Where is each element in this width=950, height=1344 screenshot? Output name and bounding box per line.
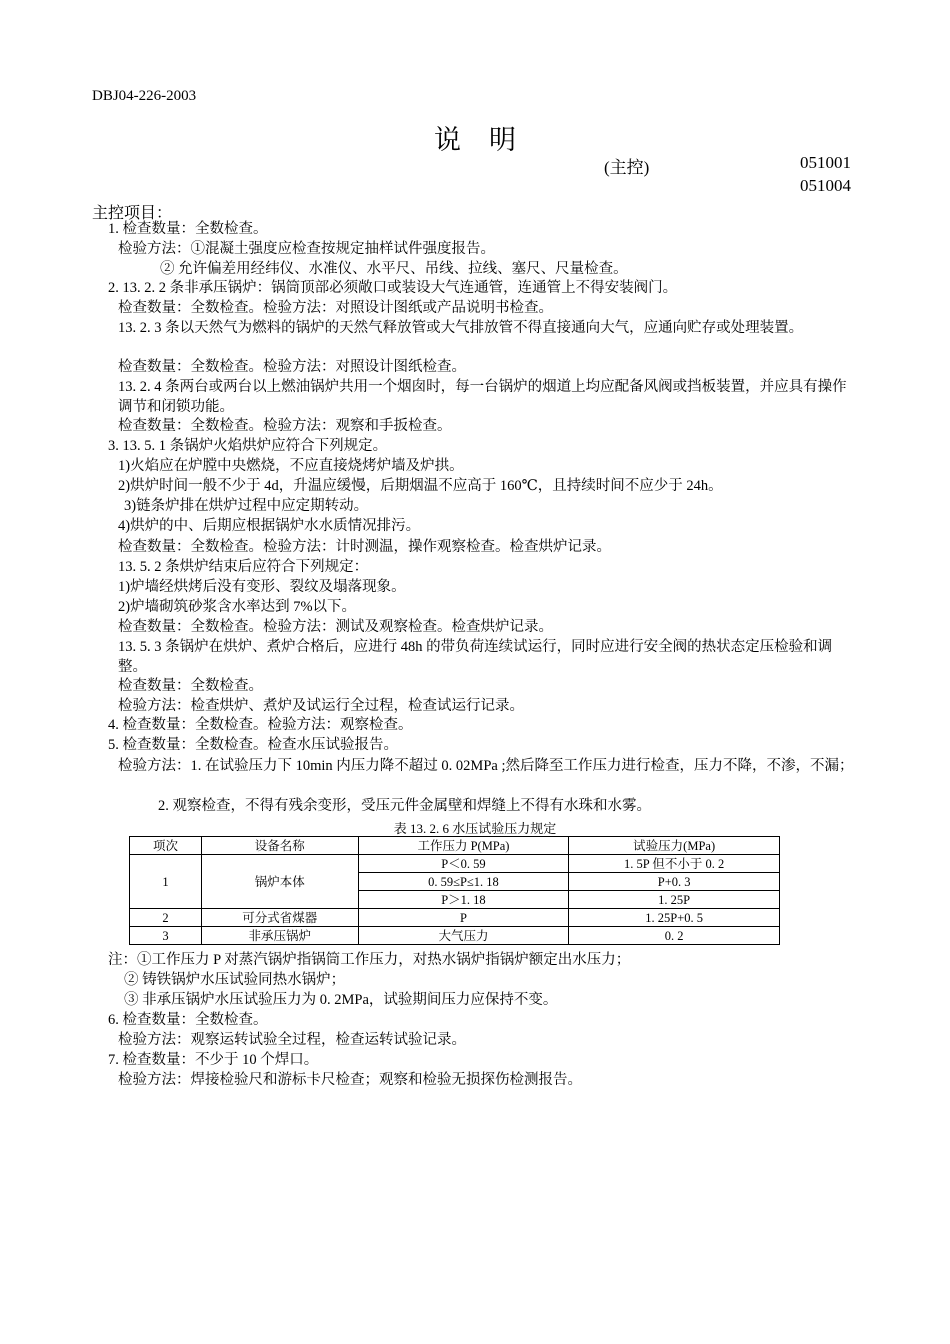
- table-header-row: [130, 837, 780, 855]
- page-title: 说明: [434, 125, 544, 156]
- text-line: 6. 检查数量：全数检查。: [108, 1012, 268, 1028]
- text-line: 2)炉墙砌筑砂浆含水率达到 7%以下。: [118, 599, 357, 615]
- control-type-label: (主控): [604, 158, 650, 177]
- text-line: 5. 检查数量：全数检查。检查水压试验报告。: [108, 737, 398, 753]
- text-line: 检查数量：全数检查。检验方法：计时测温，操作观察检查。检查烘炉记录。: [118, 539, 611, 555]
- document-code: DBJ04-226-2003: [92, 88, 197, 104]
- text-paragraph: 13. 5. 3 条锅炉在烘炉、煮炉合格后，应进行 48h 的带负荷连续试运行，同时应进行安全阀的热状态定压检验和调整。: [118, 639, 833, 675]
- item-code-2: 051004: [800, 176, 851, 195]
- table-cell: 锅炉本体: [201, 855, 358, 909]
- header-cell: 设备名称: [201, 837, 358, 855]
- text-line: 检验方法：①混凝土强度应检查按规定抽样试件强度报告。: [118, 241, 495, 257]
- table-cell: P: [358, 909, 569, 927]
- text-line: 3. 13. 5. 1 条锅炉火焰烘炉应符合下列规定。: [108, 438, 388, 454]
- table-cell: 大气压力: [358, 927, 569, 945]
- text-line: 检查数量：全数检查。检验方法：测试及观察检查。检查烘炉记录。: [118, 619, 553, 635]
- table-cell: 1. 25P+0. 5: [569, 909, 780, 927]
- text-line: 2)烘炉时间一般不少于 4d，升温应缓慢，后期烟温不应高于 160℃，且持续时间不应少于 24h。: [118, 478, 723, 494]
- table-row: [130, 909, 780, 927]
- note-line: 注：①工作压力 P 对蒸汽锅炉指锅筒工作压力，对热水锅炉指锅炉额定出水压力；: [108, 952, 631, 968]
- table-cell: 可分式省煤器: [201, 909, 358, 927]
- table-cell: P＞1. 18: [358, 891, 569, 909]
- table-cell: 3: [130, 927, 202, 945]
- text-line: 4)烘炉的中、后期应根据锅炉水水质情况排污。: [118, 518, 421, 534]
- table-cell: 2: [130, 909, 202, 927]
- text-line: 检查数量：全数检查。: [118, 678, 263, 694]
- table-cell: 1. 5P 但不小于 0. 2: [569, 855, 780, 873]
- table-row: [130, 927, 780, 945]
- text-paragraph: 检验方法：1. 在试验压力下 10min 内压力降不超过 0. 02MPa ;然后降至工作压力进行检查，压力不降，不渗，不漏；: [118, 758, 854, 774]
- text-line: 2. 13. 2. 2 条非承压锅炉：锅筒顶部必须敞口或装设大气连通管，连通管上不得安装阀门。: [108, 280, 678, 296]
- text-line: 检验方法：观察运转试验全过程，检查运转试验记录。: [118, 1032, 466, 1048]
- text-line: 检验方法：检查烘炉、煮炉及试运行全过程，检查试运行记录。: [118, 698, 524, 714]
- text-line: 4. 检查数量：全数检查。检验方法：观察检查。: [108, 717, 413, 733]
- table-cell: P+0. 3: [569, 873, 780, 891]
- text-line: 1)火焰应在炉膛中央燃烧，不应直接烧烤炉墙及炉拱。: [118, 458, 464, 474]
- table-cell: P＜0. 59: [358, 855, 569, 873]
- table-row: [130, 855, 780, 873]
- section-heading: 主控项目：: [92, 203, 173, 222]
- table-cell: 非承压锅炉: [201, 927, 358, 945]
- text-line: 检查数量：全数检查。检验方法：对照设计图纸或产品说明书检查。: [118, 300, 553, 316]
- text-line: 13. 5. 2 条烘炉结束后应符合下列规定：: [118, 559, 369, 575]
- text-line: 检验方法：焊接检验尺和游标卡尺检查；观察和检验无损探伤检测报告。: [118, 1072, 582, 1088]
- text-paragraph: 13. 2. 4 条两台或两台以上燃油锅炉共用一个烟囱时，每一台锅炉的烟道上均应配备风阀或挡板装置，并应具有操作调节和闭锁功能。: [118, 379, 847, 415]
- table-cell: 1: [130, 855, 202, 909]
- item-code-1: 051001: [800, 153, 851, 172]
- table-cell: 0. 59≤P≤1. 18: [358, 873, 569, 891]
- pressure-table: [129, 836, 780, 945]
- text-line: 1. 检查数量：全数检查。: [108, 221, 268, 237]
- table-cell: 1. 25P: [569, 891, 780, 909]
- table-caption: 表 13. 2. 6 水压试验压力规定: [393, 821, 557, 836]
- text-line: 检查数量：全数检查。检验方法：对照设计图纸检查。: [118, 359, 466, 375]
- text-line: 3)链条炉排在烘炉过程中应定期转动。: [124, 498, 369, 514]
- header-cell: 工作压力 P(MPa): [358, 837, 569, 855]
- note-line: ③ 非承压锅炉水压试验压力为 0. 2MPa，试验期间压力应保持不变。: [124, 992, 558, 1008]
- text-line: 7. 检查数量：不少于 10 个焊口。: [108, 1052, 319, 1068]
- text-line: 1)炉墙经烘烤后没有变形、裂纹及塌落现象。: [118, 579, 406, 595]
- header-cell: 项次: [130, 837, 202, 855]
- text-line: 2. 观察检查，不得有残余变形，受压元件金属壁和焊缝上不得有水珠和水雾。: [158, 798, 651, 814]
- note-line: ② 铸铁锅炉水压试验同热水锅炉；: [124, 972, 346, 988]
- header-cell: 试验压力(MPa): [569, 837, 780, 855]
- table-cell: 0. 2: [569, 927, 780, 945]
- text-line: 检查数量：全数检查。检验方法：观察和手扳检查。: [118, 418, 452, 434]
- text-line: ② 允许偏差用经纬仪、水准仪、水平尺、吊线、拉线、塞尺、尺量检查。: [160, 261, 628, 277]
- text-paragraph: 13. 2. 3 条以天然气为燃料的锅炉的天然气释放管或大气排放管不得直接通向大气，应通向贮存或处理装置。: [118, 320, 804, 336]
